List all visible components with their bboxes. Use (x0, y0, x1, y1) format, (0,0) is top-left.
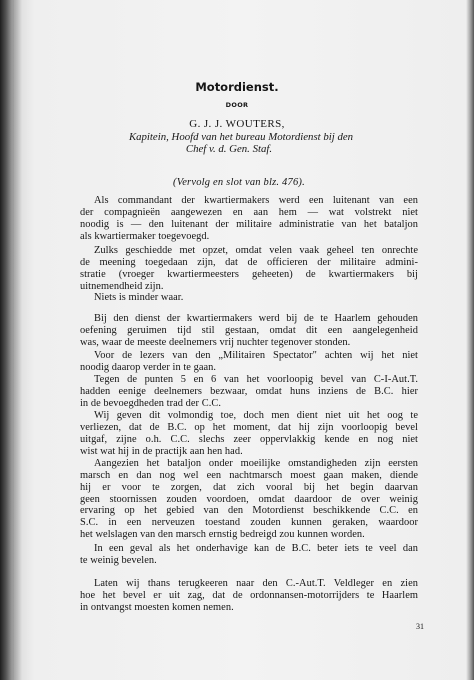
body-line: noodig is — den luitenant der militaire administratie van het bataljon (80, 218, 418, 230)
author-affiliation-line-1: Kapitein, Hoofd van het bureau Motordienst bij den (128, 131, 354, 143)
body-line: Aangezien het bataljon onder moeilijke omstandigheden zijn eersten (94, 458, 418, 469)
body-line: in ontvangst moesten komen nemen. (80, 601, 234, 613)
body-line: noodig daarop verder in te gaan. (80, 361, 217, 373)
body-line: de meening toegedaan zijn, dat de officieren der militaire admini- (80, 256, 418, 268)
byline-door: DOOR (225, 101, 249, 109)
body-line: in de bevoegdheden trad der C.C. (80, 397, 221, 409)
body-line: marsch en dan nog wel een nachtmarsch moest gaan maken, diende (80, 469, 418, 481)
body-line: het welslagen van den marsch ernstig bedreigd zou kunnen worden. (80, 529, 365, 541)
body-line: Als commandant der kwartiermakers werd een luitenant van een (94, 195, 418, 206)
body-line: als kwartiermaker toegevoegd. (80, 230, 210, 242)
body-line: stratie (vroeger kwartiermeesters geheeten) de kwartiermakers bij (80, 268, 418, 280)
body-line: Wij geven dit volmondig toe, doch men dient niet uit het oog te (94, 410, 418, 421)
author-name: G. J. J. WOUTERS, (189, 118, 285, 130)
body-line: hadden eenige deelnemers bezwaar, omdat huns inziens de B.C. hier (80, 385, 418, 397)
body-line: wist wat hij in de practijk aan hen had. (80, 445, 243, 457)
body-line: Tegen de punten 5 en 6 van het voorloopig bevel van C-I-Aut.T. (94, 374, 418, 385)
body-line: hij er voor te zorgen, dat zich vooral bij het begin daarvan (80, 481, 418, 493)
body-line: Niets is minder waar. (94, 292, 184, 303)
body-line: der compagnieën aangewezen en aan hem — wat volstrekt niet (80, 206, 418, 218)
body-line: ervaring op het gebied van den Motordienst beschikkende C.C. en (80, 505, 418, 517)
body-line: uitnemendheid zijn. (80, 280, 164, 292)
body-line: Laten wij thans terugkeeren naar den C.-Aut.T. Veldleger en zien (94, 578, 418, 589)
body-line: geen stoornissen zouden voordoen, omdat daardoor de over weinig (80, 493, 418, 505)
body-line: uitgaf, zijne o.h. C.C. slechs zeer oppervlakkig kende en nog niet (80, 433, 418, 445)
body-line: oefening geruimen tijd stil gestaan, omdat dit een aangelegenheid (80, 324, 418, 336)
page-number: 31 (416, 622, 424, 631)
body-line: Zulks geschiedde met opzet, omdat velen vaak geheel ten onrechte (94, 245, 418, 256)
body-line: verliezen, dat de B.C. op het moment, dat hij zijn voorloopig bevel (80, 421, 418, 433)
body-line: Voor de lezers van den „Militairen Spectator" achten wij het niet (94, 350, 418, 361)
continuation-note: (Vervolg en slot van blz. 476). (173, 177, 305, 188)
body-line: In een geval als het onderhavige kan de B.C. beter iets te veel dan (94, 543, 418, 554)
article-title: Motordienst. (195, 80, 279, 94)
body-line: was, waar de meeste deelnemers vrij nuchter tegenover stonden. (80, 336, 351, 348)
author-affiliation-line-2: Chef v. d. Gen. Staf. (185, 143, 273, 155)
body-line: S.C. in een nerveuzen toestand zouden kunnen geraken, waardoor (80, 517, 418, 529)
body-line: te weinig bevelen. (80, 554, 157, 566)
body-line: hoe het bevel er uit zag, dat de ordonnansen-motorrijders te Haarlem (80, 589, 418, 601)
body-line: Bij den dienst der kwartiermakers werd bij de te Haarlem gehouden (94, 313, 418, 324)
